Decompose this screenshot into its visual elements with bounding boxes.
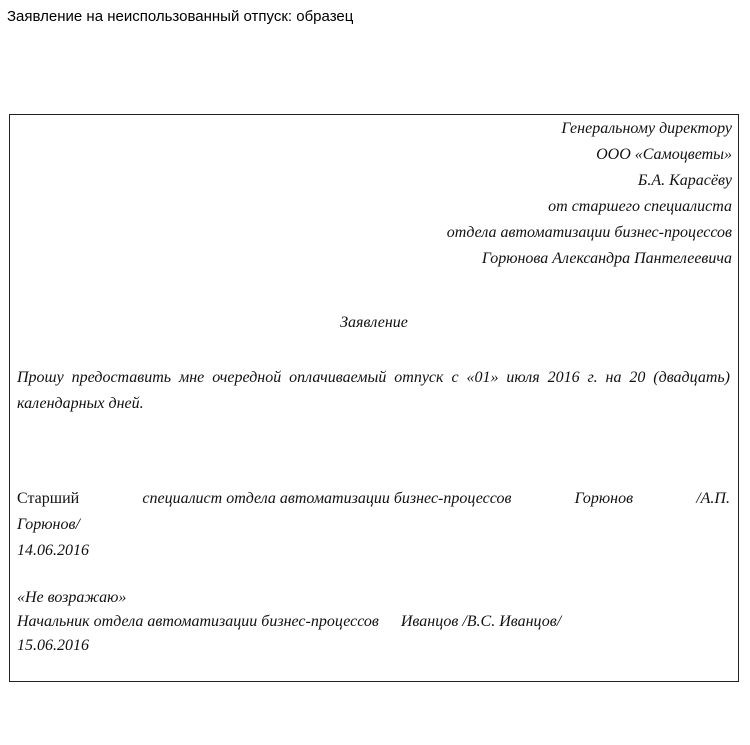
document-body: Прошу предоставить мне очередной оплачиваемый отпуск с «01» июля 2016 г. на 20 (двадцать) календарных дней. [17, 369, 730, 412]
addressee-line: от старшего специалиста [548, 198, 732, 215]
position-first-word: Старший [17, 490, 80, 507]
addressee-line: Б.А. Карасёву [637, 172, 732, 189]
manager-position: Начальник отдела автоматизации бизнес-процессов [17, 613, 379, 630]
application-document [9, 114, 739, 682]
approval-note: «Не возражаю» [17, 589, 127, 606]
employee-signature-block [17, 486, 730, 564]
manager-sign: Иванцов [400, 613, 459, 630]
addressee-line: ООО «Самоцветы» [596, 146, 732, 163]
approval-date: 15.06.2016 [17, 637, 89, 654]
manager-name: /В.С. Иванцов/ [462, 613, 562, 630]
approval-block [17, 586, 730, 658]
page-title: Заявление на неиспользованный отпуск: образец [7, 8, 354, 25]
employee-name-initials: /А.П. [696, 490, 730, 507]
employee-position: специалист отдела автоматизации бизнес-процессов [142, 490, 512, 507]
addressee-line: Генеральному директору [561, 120, 732, 137]
document-title: Заявление [340, 314, 408, 331]
addressee-line: Горюнова Александра Пантелеевича [481, 250, 732, 267]
addressee-line: отдела автоматизации бизнес-процессов [446, 224, 732, 241]
addressee-block [447, 116, 732, 272]
employee-name-surname: Горюнов/ [17, 516, 80, 533]
employee-sign: Горюнов [574, 490, 634, 507]
employee-date: 14.06.2016 [17, 542, 89, 559]
